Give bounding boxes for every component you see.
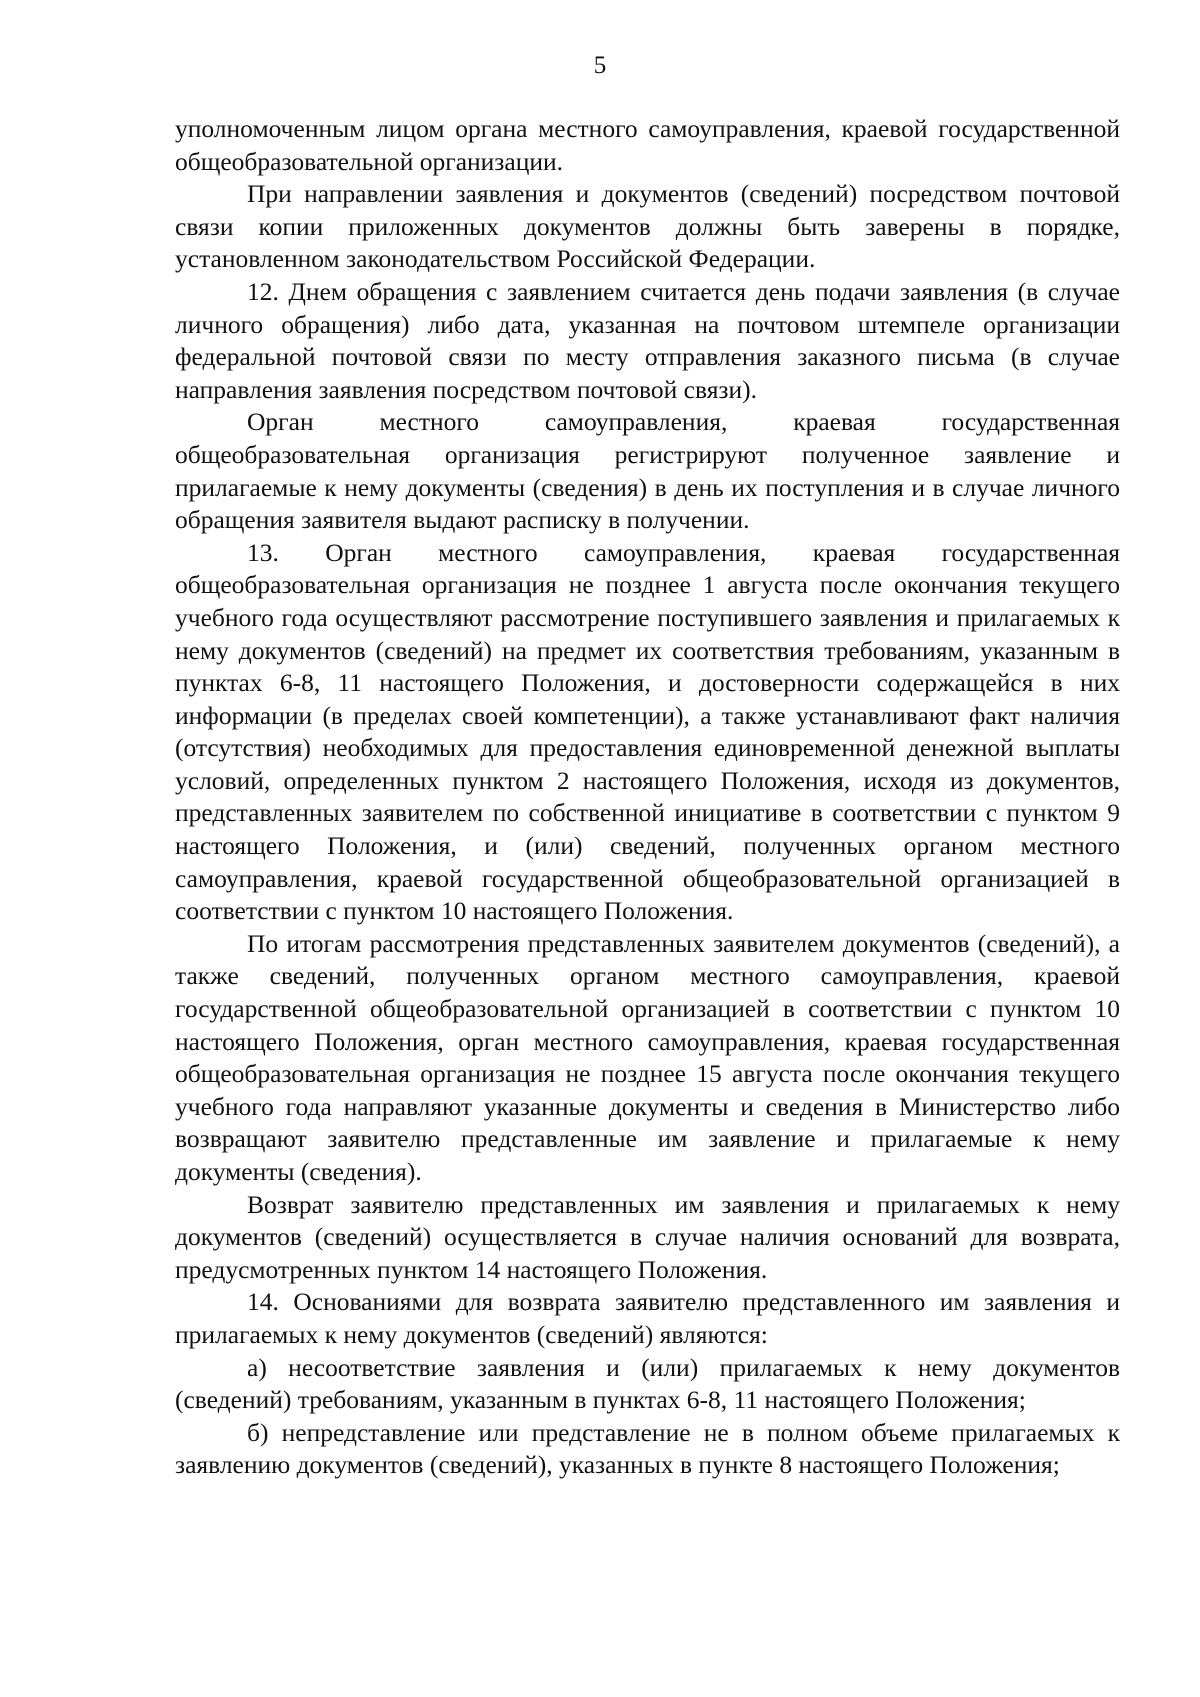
page-number: 5 xyxy=(593,52,607,79)
document-body xyxy=(175,113,1120,1482)
paragraph-item-12: 12. Днем обращения с заявлением считается день подачи заявления (в случае личного обращения) либо дата, указанная на почтовом штемпеле организации федеральной почтовой связи по месту отправления заказного письма (в случае направления заявления посредством почтовой связи). xyxy=(175,276,1120,404)
paragraph-subitem-a: а) несоответствие заявления и (или) прилагаемых к нему документов (сведений) требованиям, указанным в пунктах 6-8, 11 настоящего Положения; xyxy=(175,1352,1120,1415)
paragraph-item-13: 13. Орган местного самоуправления, краевая государственная общеобразовательная организация не позднее 1 августа после окончания текущего учебного года осуществляют рассмотрение поступившего заявления и прилагаемых к нему документов (сведений) на предмет их соответствия требованиям, указанным в пунктах 6-8, 11 настоящего Положения, и достоверности содержащейся в них информации (в пределах своей компетенции), а также устанавливают факт наличия (отсутствия) необходимых для предоставления единовременной денежной выплаты условий, определенных пунктом 2 настоящего Положения, исходя из документов, представленных заявителем по собственной инициативе в соответствии с пунктом 9 настоящего Положения, и (или) сведений, полученных органом местного самоуправления, краевой государственной общеобразовательной организацией в соответствии с пунктом 10 настоящего Положения. xyxy=(175,537,1120,926)
paragraph-return: Возврат заявителю представленных им заявления и прилагаемых к нему документов (сведений) осуществляется в случае наличия оснований для возврата, предусмотренных пунктом 14 настоящего Положения. xyxy=(175,1189,1120,1284)
paragraph-item-14: 14. Основаниями для возврата заявителю представленного им заявления и прилагаемых к нему документов (сведений) являются: xyxy=(175,1287,1120,1349)
paragraph-registration: Орган местного самоуправления, краевая государственная общеобразовательная организация регистрируют полученное заявление и прилагаемые к нему документы (сведения) в день их поступления и в случае личного обращения заявителя выдают расписку в получении. xyxy=(175,407,1120,535)
paragraph-postal-copies: При направлении заявления и документов (сведений) посредством почтовой связи копии приложенных документов должны быть заверены в порядке, установленном законодательством Российской Федерации. xyxy=(175,179,1120,274)
paragraph-review-results: По итогам рассмотрения представленных заявителем документов (сведений), а также сведений, полученных органом местного самоуправления, краевой государственной общеобразовательной организацией в соответствии с пунктом 10 настоящего Положения, орган местного самоуправления, краевая государственная общеобразовательная организация не позднее 15 августа после окончания текущего учебного года направляют указанные документы и сведения в Министерство либо возвращают заявителю представленные им заявление и прилагаемые к нему документы (сведения). xyxy=(175,928,1120,1186)
paragraph-subitem-b: б) непредставление или представление не в полном объеме прилагаемых к заявлению документов (сведений), указанных в пункте 8 настоящего Положения; xyxy=(175,1417,1120,1480)
paragraph-continuation: уполномоченным лицом органа местного самоуправления, краевой государственной общеобразовательной организации. xyxy=(175,114,1120,176)
